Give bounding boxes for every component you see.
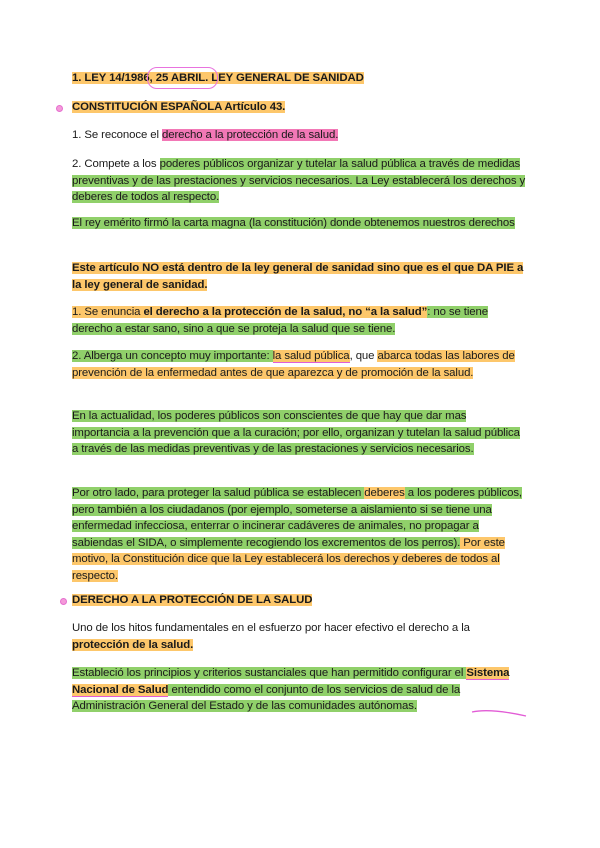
title-law-number: 1. LEY 14/1986, [72, 72, 153, 84]
paragraph-actualidad: En la actualidad, los poderes públicos son conscientes de que hay que dar mas importancia a la prevención que a la curación; por ello, organizan y tutelan la salud pública a través de las medidas preventivas y de las prestaciones y servicios necesarios. [72, 410, 520, 455]
paragraph-note-bold: Este artículo NO está dentro de la ley general de sanidad sino que es el que DA PIE a la ley general de sanidad. [72, 262, 524, 291]
paragraph-sistema-nacional: Estableció los principios y criterios sustanciales que han permitido configurar el Sistema Nacional de Salud entendido como el conjunto de los servicios de salud de la Administración General del Estado y de las comunidades autónomas. [72, 667, 510, 712]
paragraph-rey-emerito: El rey emérito firmó la carta magna (la constitución) donde obtenemos nuestros derechos [72, 217, 515, 229]
paragraph-article-2: 2. Compete a los poderes públicos organizar y tutelar la salud pública a través de medidas preventivas y de las prestaciones y servicios necesarios. La Ley establecerá los derechos y deberes de todos al respecto. [72, 158, 526, 203]
bullet-marker [60, 598, 67, 605]
paragraph-hitos: Uno de los hitos fundamentales en el esfuerzo por hacer efectivo el derecho a la protección de la salud. [72, 622, 470, 651]
pen-stroke-annotation [470, 706, 530, 720]
paragraph-deberes: Por otro lado, para proteger la salud pública se establecen deberes a los poderes públicos, pero también a los ciudadanos (por ejemplo, someterse a aislamiento si se tiene una enfermedad infecciosa, enterrar o incinerar cadáveres de animales, no propagar a sabiendas el SIDA, o simplemente recogiendo los excrementos de los perros). Por este motivo, la Constitución dice que la Ley establecerá los derechos y deberes de todos al respecto. [72, 487, 522, 582]
document-title [72, 70, 527, 87]
pen-circle-annotation [147, 67, 218, 89]
bullet-marker [56, 105, 63, 112]
paragraph-article-1: 1. Se reconoce el derecho a la protección de la salud. [72, 129, 339, 141]
section-heading-constitucion: CONSTITUCIÓN ESPAÑOLA Artículo 43. [72, 101, 286, 113]
paragraph-enuncia: 1. Se enuncia el derecho a la protección de la salud, no “a la salud”: no se tiene derecho a estar sano, sino a que se proteja la salud que se tiene. [72, 306, 488, 335]
title-law-name: LEY GENERAL DE SANIDAD [211, 72, 364, 84]
paragraph-salud-publica: 2. Alberga un concepto muy importante: la salud pública, que abarca todas las labores de prevención de la enfermedad antes de que aparezca y de promoción de la salud. [72, 350, 515, 379]
title-date: 25 ABRIL. [155, 72, 209, 84]
section-heading-derecho: DERECHO A LA PROTECCIÓN DE LA SALUD [72, 594, 313, 606]
